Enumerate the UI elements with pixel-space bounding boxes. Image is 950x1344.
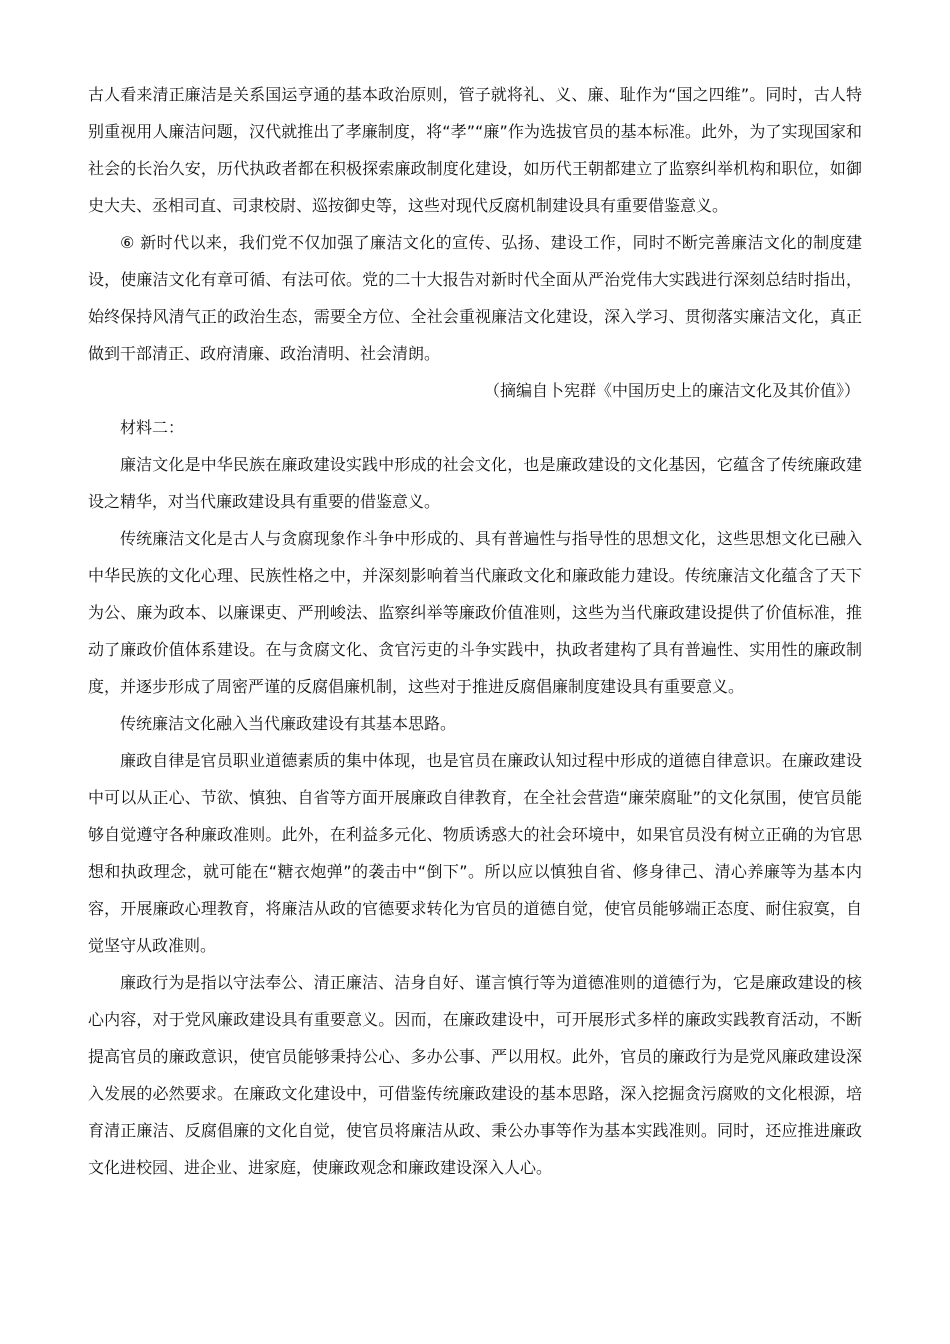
paragraph-material2-5: 廉政行为是指以守法奉公、清正廉洁、洁身自好、谨言慎行等为道德准则的道德行为，它是廉政建设的核心内容，对于党风廉政建设具有重要意义。因而，在廉政建设中，可开展形式多样的廉政实践教育活动，不断提高官员的廉政意识，使官员能够秉持公心、多办公事、严以用权。此外，官员的廉政行为是党风廉政建设深入发展的必然要求。在廉政文化建设中，可借鉴传统廉政建设的基本思路，深入挖掘贪污腐败的文化根源，培育清正廉洁、反腐倡廉的文化自觉，使官员将廉洁从政、秉公办事等作为基本实践准则。同时，还应推进廉政文化进校园、进企业、进家庭，使廉政观念和廉政建设深入人心。 <box>88 973 862 1177</box>
document-page <box>88 76 862 1186</box>
source-citation: （摘编自卜宪群《中国历史上的廉洁文化及其价值》） <box>483 381 860 400</box>
material-2-heading: 材料二： <box>120 418 185 437</box>
paragraph-6-new-era: ⑥ 新时代以来，我们党不仅加强了廉洁文化的宣传、弘扬、建设工作，同时不断完善廉洁文化的制度建设，使廉洁文化有章可循、有法可依。党的二十大报告对新时代全面从严治党伟大实践进行深刻总结时指出，始终保持风清气正的政治生态，需要全方位、全社会重视廉洁文化建设，深入学习、贯彻落实廉洁文化，真正做到干部清正、政府清廉、政治清明、社会清朗。 <box>88 233 862 363</box>
paragraph-ancient-integrity: 古人看来清正廉洁是关系国运亨通的基本政治原则，管子就将礼、义、廉、耻作为“国之四维”。同时，古人特别重视用人廉洁问题，汉代就推出了孝廉制度，将“孝”“廉”作为选拔官员的基本标准。此外，为了实现国家和社会的长治久安，历代执政者都在积极探索廉政制度化建设，如历代王朝都建立了监察纠举机构和职位，如御史大夫、丞相司直、司隶校尉、巡按御史等，这些对现代反腐机制建设具有重要借鉴意义。 <box>88 85 862 215</box>
paragraph-material2-2: 传统廉洁文化是古人与贪腐现象作斗争中形成的、具有普遍性与指导性的思想文化，这些思想文化已融入中华民族的文化心理、民族性格之中，并深刻影响着当代廉政文化和廉政能力建设。传统廉洁文化蕴含了天下为公、廉为政本、以廉课吏、严刑峻法、监察纠举等廉政价值准则，这些为当代廉政建设提供了价值标准，推动了廉政价值体系建设。在与贪腐文化、贪官污吏的斗争实践中，执政者建构了具有普遍性、实用性的廉政制度，并逐步形成了周密严谨的反腐倡廉机制，这些对于推进反腐倡廉制度建设具有重要意义。 <box>88 529 862 696</box>
paragraph-material2-4: 廉政自律是官员职业道德素质的集中体现，也是官员在廉政认知过程中形成的道德自律意识。在廉政建设中可以从正心、节欲、慎独、自省等方面开展廉政自律教育，在全社会营造“廉荣腐耻”的文化氛围，使官员能够自觉遵守各种廉政准则。此外，在利益多元化、物质诱惑大的社会环境中，如果官员没有树立正确的为官思想和执政理念，就可能在“糖衣炮弹”的袭击中“倒下”。所以应以慎独自省、修身律己、清心养廉等为基本内容，开展廉政心理教育，将廉洁从政的官德要求转化为官员的道德自觉，使官员能够端正态度、耐住寂寞，自觉坚守从政准则。 <box>88 751 862 955</box>
paragraph-material2-3: 传统廉洁文化融入当代廉政建设有其基本思路。 <box>120 714 457 733</box>
paragraph-material2-1: 廉洁文化是中华民族在廉政建设实践中形成的社会文化，也是廉政建设的文化基因，它蕴含了传统廉政建设之精华，对当代廉政建设具有重要的借鉴意义。 <box>88 455 862 511</box>
